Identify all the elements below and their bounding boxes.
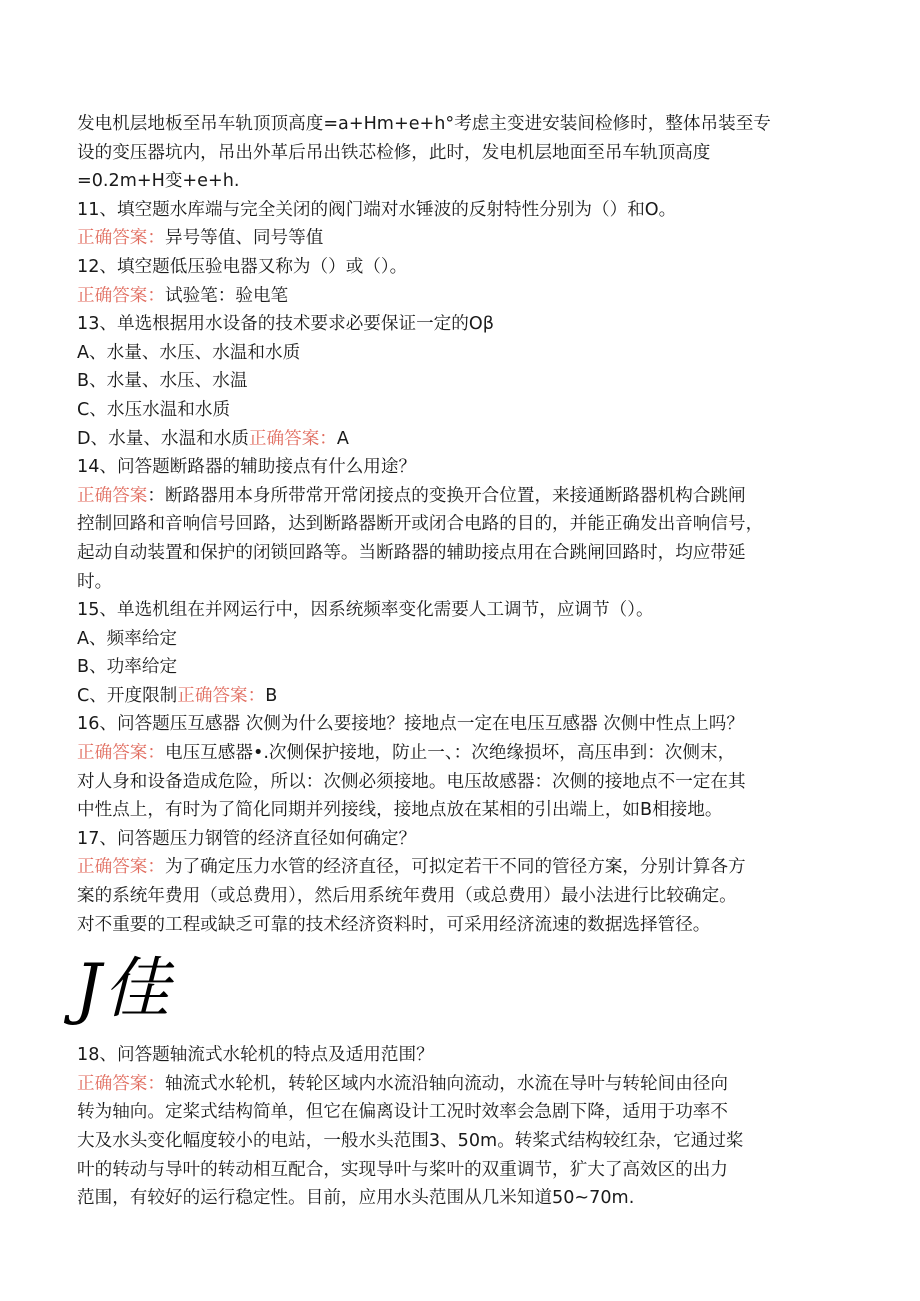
option: C、水压水温和水质	[77, 399, 231, 420]
option-with-answer	[77, 425, 847, 454]
answer-text: 案的系统年费用（或总费用），然后用系统年费用（或总费用）最小法进行比较确定。	[77, 886, 737, 907]
question-15: 15、单选机组在并网运行中，因系统频率变化需要人工调节，应调节（）。	[77, 600, 654, 621]
answer-text: ：断路器用本身所带常开常闭接点的变换开合位置，来接通断路器机构合跳闸	[147, 485, 746, 506]
answer-14	[77, 482, 847, 511]
answer-text: 大及水头变化幅度较小的电站，一般水头范围3、50m。转桨式结构较红杂，它通过桨	[77, 1131, 744, 1151]
answer-text: 起动自动装置和保护的闭锁回路等。当断路器的辅助接点用在合跳闸回路时，均应带延	[77, 542, 746, 563]
answer-11	[77, 224, 847, 253]
answer-label: 正确答案：	[77, 1073, 165, 1094]
intro-line: 发电机层地板至吊车轨顶顶高度=a+Hm+e+h°考虑主变进安装间检修时，整体吊装至专	[77, 114, 771, 134]
answer-text: 电压互感器•.次侧保护接地，防止一、：次绝缘损坏，高压串到：次侧末，	[164, 743, 736, 764]
answer-12	[77, 282, 847, 311]
option: D、水量、水温和水质	[77, 428, 249, 449]
option: A、频率给定	[77, 628, 178, 649]
question-13: 13、单选根据用水设备的技术要求必要保证一定的Oβ	[77, 314, 494, 335]
answer-text: 转为轴向。定桨式结构简单，但它在偏离设计工况时效率会急剧下降，适用于功率不	[77, 1102, 728, 1123]
answer-text: 轴流式水轮机，转轮区域内水流沿轴向流动，水流在导叶与转轮间由径向	[164, 1073, 728, 1094]
answer-text: 对人身和设备造成危险，所以：次侧必须接地。电压故感器：次侧的接地点不一定在其	[77, 771, 746, 792]
answer-label: 正确答案：	[77, 743, 165, 764]
answer-text: 叶的转动与导叶的转动相互配合，实现导叶与桨叶的双重调节，犷大了高效区的出力	[77, 1159, 728, 1180]
option: B、功率给定	[77, 657, 178, 678]
answer-text: 中性点上，有时为了简化同期并列接线，接地点放在某相的引出端上，如B相接地。	[77, 800, 723, 821]
answer-label: 正确答案：	[177, 685, 266, 706]
answer-label: 正确答案	[77, 485, 148, 506]
question-18: 18、问答题轴流式水轮机的特点及适用范围？	[77, 1045, 434, 1066]
answer-text: 异号等值、同号等值	[164, 228, 324, 249]
answer-16	[77, 739, 847, 768]
answer-label: 正确答案：	[77, 285, 165, 306]
question-16: 16、问答题压互感器 次侧为什么要接地？接地点一定在电压互感器 次侧中性点上吗？	[77, 714, 744, 735]
option: A、水量、水压、水温和水质	[77, 342, 301, 363]
option-with-answer	[77, 682, 847, 711]
answer-18	[77, 1070, 847, 1099]
answer-17	[77, 853, 847, 882]
answer-text: A	[336, 428, 349, 449]
answer-text: 控制回路和音响信号回路，达到断路器断开或闭合电路的目的，并能正确发出音响信号，	[77, 514, 764, 535]
answer-text: 对不重要的工程或缺乏可靠的技术经济资料时，可采用经济流速的数据选择管径。	[77, 914, 711, 935]
large-heading: J佳	[75, 950, 172, 1028]
option: B、水量、水压、水温	[77, 371, 248, 392]
answer-label: 正确答案：	[248, 428, 337, 449]
question-14: 14、问答题断路器的辅助接点有什么用途？	[77, 457, 417, 478]
answer-text: 时。	[77, 571, 113, 592]
answer-label: 正确答案：	[77, 857, 165, 878]
document-page	[77, 110, 847, 1213]
option: C、开度限制	[77, 685, 178, 706]
question-11: 11、填空题水库端与完全关闭的阀门端对水锤波的反射特性分别为（）和O。	[77, 199, 677, 220]
answer-text: B	[265, 685, 278, 706]
intro-line: 设的变压器坑内，吊出外革后吊出铁芯检修，此时，发电机层地面至吊车轨顶高度	[77, 142, 711, 163]
question-12: 12、填空题低压验电器又称为（）或（）。	[77, 256, 408, 277]
answer-text: 为了确定压力水管的经济直径，可拟定若干不同的管径方案，分别计算各方	[164, 857, 746, 878]
answer-text: 范围，有较好的运行稳定性。目前，应用水头范围从几米知道50~70m.	[77, 1188, 635, 1209]
question-17: 17、问答题压力钢管的经济直径如何确定？	[77, 828, 417, 849]
answer-label: 正确答案：	[77, 228, 165, 249]
answer-text: 试验笔：验电笔	[164, 285, 289, 306]
intro-line: =0.2m+H变+e+h.	[77, 171, 240, 192]
